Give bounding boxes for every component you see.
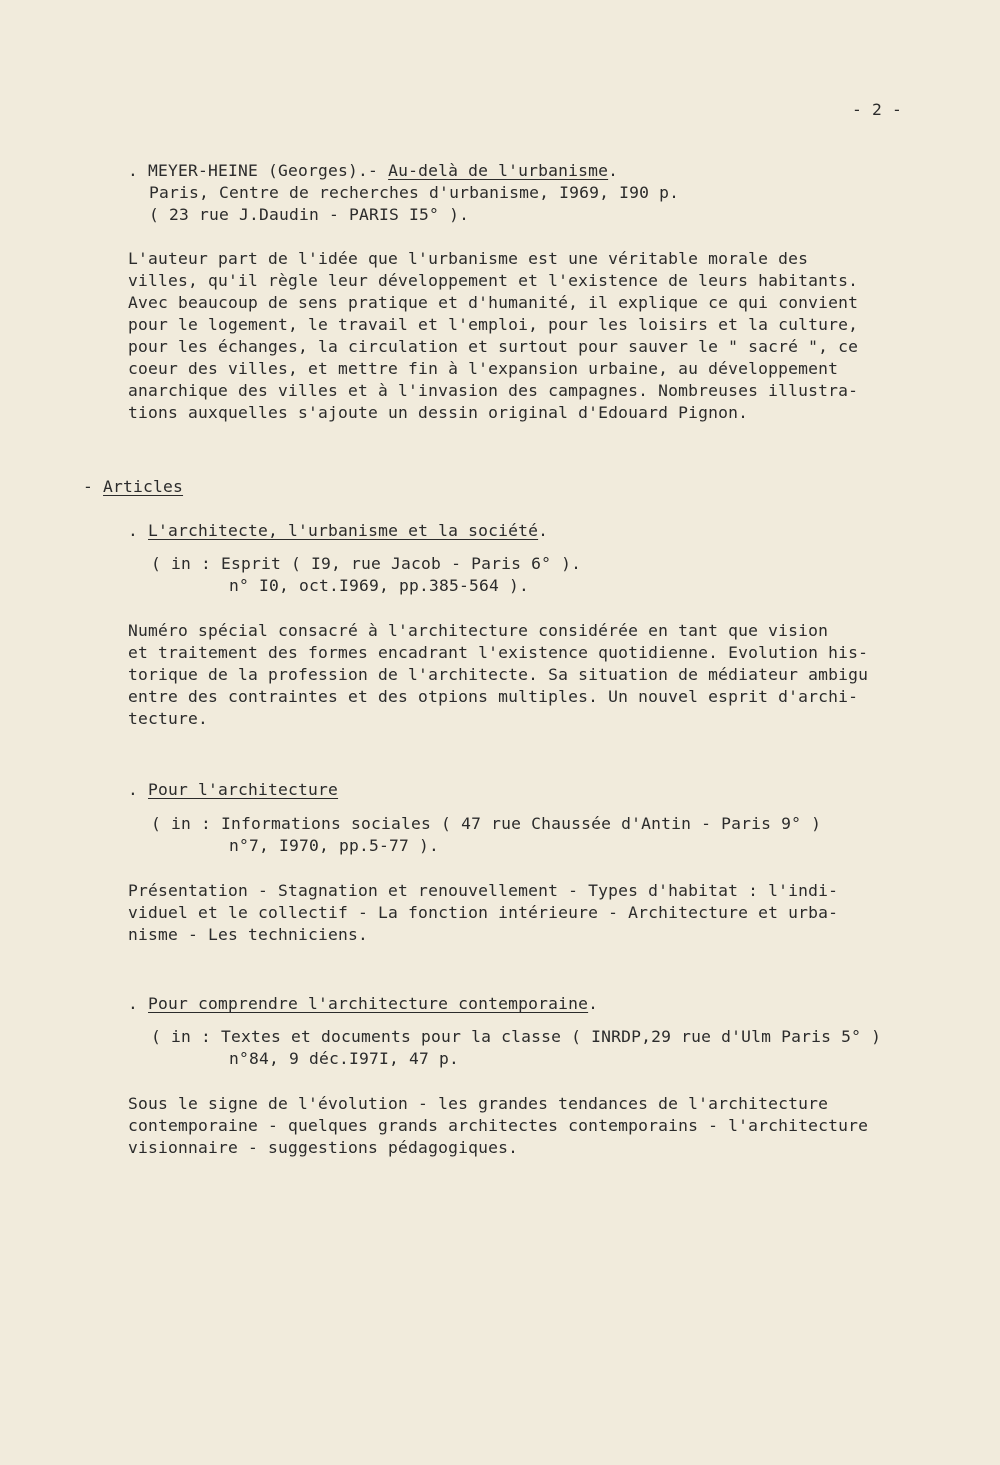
- title-period: .: [608, 161, 619, 180]
- article-title-line: [128, 779, 338, 801]
- title-period: .: [538, 521, 549, 540]
- description-line: Numéro spécial consacré à l'architecture considérée en tant que vision: [128, 621, 829, 640]
- description-line: Présentation - Stagnation et renouvellement - Types d'habitat : l'indi-: [128, 881, 839, 900]
- page-number: - 2 -: [852, 100, 903, 119]
- bullet: .: [128, 994, 149, 1013]
- article-reference: ( in : Esprit ( I9, rue Jacob - Paris 6° ).: [151, 554, 582, 573]
- description-line: tecture.: [128, 709, 209, 728]
- article-issue: n°84, 9 déc.I97I, 47 p.: [229, 1049, 460, 1068]
- heading-text: Articles: [103, 477, 184, 496]
- description-line: et traitement des formes encadrant l'existence quotidienne. Evolution his-: [128, 643, 869, 662]
- entry-description: [128, 248, 858, 424]
- article-description: [128, 880, 838, 946]
- description-line: anarchique des villes et à l'invasion des campagnes. Nombreuses illustra-: [128, 381, 859, 400]
- article-description: [128, 1093, 868, 1159]
- description-line: L'auteur part de l'idée que l'urbanisme est une véritable morale des: [128, 249, 809, 268]
- description-line: coeur des villes, et mettre fin à l'expansion urbaine, au développement: [128, 359, 839, 378]
- article-title-line: [128, 520, 548, 542]
- entry-author: . MEYER-HEINE (Georges).-: [128, 161, 389, 180]
- description-line: contemporaine - quelques grands architectes contemporains - l'architecture: [128, 1116, 869, 1135]
- description-line: villes, qu'il règle leur développement et l'existence de leurs habitants.: [128, 271, 859, 290]
- article-issue: n°7, I970, pp.5-77 ).: [229, 836, 440, 855]
- section-heading-articles: [83, 476, 183, 498]
- description-line: pour les échanges, la circulation et surtout pour sauver le " sacré ", ce: [128, 337, 859, 356]
- article-reference: ( in : Informations sociales ( 47 rue Chaussée d'Antin - Paris 9° ): [151, 814, 822, 833]
- description-line: viduel et le collectif - La fonction intérieure - Architecture et urba-: [128, 903, 839, 922]
- book-entry-meyer-heine: [128, 160, 618, 182]
- entry-address: ( 23 rue J.Daudin - PARIS I5° ).: [149, 205, 470, 224]
- article-title: Pour comprendre l'architecture contemporaine: [148, 994, 589, 1013]
- article-title-line: [128, 993, 598, 1015]
- entry-title: Au-delà de l'urbanisme: [388, 161, 609, 180]
- article-title: L'architecte, l'urbanisme et la société: [148, 521, 539, 540]
- description-line: entre des contraintes et des otpions multiples. Un nouvel esprit d'archi-: [128, 687, 859, 706]
- article-issue: n° I0, oct.I969, pp.385-564 ).: [229, 576, 530, 595]
- entry-heading: [128, 160, 618, 182]
- article-description: [128, 620, 868, 730]
- description-line: nisme - Les techniciens.: [128, 925, 369, 944]
- article-reference: ( in : Textes et documents pour la classe ( INRDP,29 rue d'Ulm Paris 5° ): [151, 1027, 882, 1046]
- heading-dash: -: [83, 477, 104, 496]
- description-line: Avec beaucoup de sens pratique et d'humanité, il explique ce qui convient: [128, 293, 859, 312]
- entry-publisher: Paris, Centre de recherches d'urbanisme, I969, I90 p.: [149, 183, 680, 202]
- description-line: Sous le signe de l'évolution - les grandes tendances de l'architecture: [128, 1094, 829, 1113]
- title-period: .: [588, 994, 599, 1013]
- description-line: visionnaire - suggestions pédagogiques.: [128, 1138, 519, 1157]
- bullet: .: [128, 780, 149, 799]
- bullet: .: [128, 521, 149, 540]
- article-title: Pour l'architecture: [148, 780, 339, 799]
- description-line: torique de la profession de l'architecte. Sa situation de médiateur ambigu: [128, 665, 869, 684]
- description-line: tions auxquelles s'ajoute un dessin original d'Edouard Pignon.: [128, 403, 749, 422]
- description-line: pour le logement, le travail et l'emploi, pour les loisirs et la culture,: [128, 315, 859, 334]
